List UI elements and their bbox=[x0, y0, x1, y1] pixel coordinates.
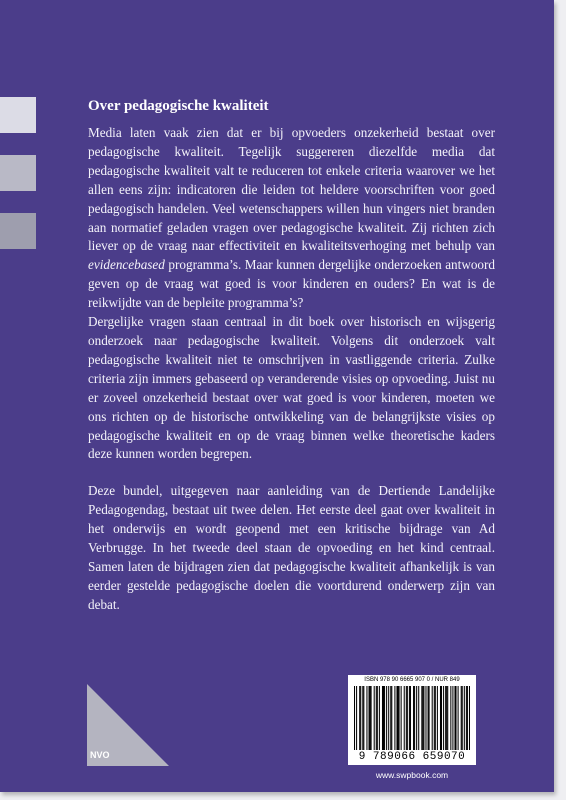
barcode-bar bbox=[456, 686, 457, 750]
barcode-bar bbox=[379, 686, 380, 750]
barcode-bar bbox=[391, 686, 392, 750]
barcode-bar bbox=[454, 686, 455, 750]
barcode-bar bbox=[382, 686, 383, 750]
barcode-bar bbox=[464, 686, 465, 750]
barcode-bar bbox=[407, 686, 408, 750]
nvo-logo-text: NVO bbox=[90, 750, 110, 760]
blurb-paragraph-3: Deze bundel, uitgegeven naar aanleiding van de Dertiende Landelijke Pedagogendag, bestaat uit twee delen. Het eerste deel gaat over kwaliteit in het onderwijs en wordt geopend met een kritische bijdrage van Ad Verbrugge. In het tweede deel staan de opvoeding en het kind centraal. Samen laten de bijdragen zien dat pedagogische kwaliteit afhankelijk is van eerder gestelde pedagogische doelen die voortdurend onderwerp zijn van debat. bbox=[88, 483, 495, 612]
barcode-number: 9 789066 659070 bbox=[358, 751, 466, 763]
barcode-bar bbox=[466, 686, 467, 750]
barcode-bar bbox=[410, 686, 411, 750]
barcode-bar bbox=[461, 686, 462, 750]
barcode-bar bbox=[394, 686, 395, 750]
barcode-bar bbox=[370, 686, 371, 750]
barcode-bar bbox=[443, 686, 444, 750]
barcode-bar bbox=[447, 686, 448, 750]
barcode-bar bbox=[425, 686, 426, 750]
barcode-bar bbox=[363, 686, 364, 750]
barcode-bar bbox=[450, 686, 451, 750]
barcode-bar bbox=[383, 686, 384, 750]
barcode-bar bbox=[399, 686, 400, 750]
barcode-bar bbox=[421, 686, 422, 750]
barcode-bar bbox=[423, 686, 424, 750]
barcode-bar bbox=[446, 686, 447, 750]
cover-heading: Over pedagogische kwaliteit bbox=[88, 98, 269, 114]
barcode-bar bbox=[369, 686, 370, 750]
barcode-bar bbox=[390, 686, 391, 750]
barcode-bar bbox=[362, 686, 363, 750]
barcode-bar bbox=[452, 686, 453, 750]
barcode-bar bbox=[404, 686, 405, 750]
barcode-bar bbox=[428, 686, 429, 750]
barcode-bar bbox=[384, 686, 385, 750]
barcode-bar bbox=[413, 686, 414, 750]
barcode-bar bbox=[376, 686, 377, 750]
barcode-bar bbox=[445, 686, 446, 750]
barcode-bar bbox=[429, 686, 430, 750]
barcode-bar bbox=[418, 686, 419, 750]
barcode-bar bbox=[437, 686, 438, 750]
barcode-bar bbox=[416, 686, 417, 750]
isbn-line: ISBN 978 90 6665 907 0 / NUR 849 bbox=[364, 677, 460, 683]
barcode-bar bbox=[406, 686, 407, 750]
publisher-website: www.swpbook.com bbox=[375, 770, 449, 780]
barcode-bar bbox=[388, 686, 389, 750]
barcode-bar bbox=[354, 686, 355, 750]
barcode-bar bbox=[396, 686, 397, 750]
paragraph-1-start: Media laten vaak zien dat er bij opvoeders onzekerheid bestaat over pedagogische kwaliteit. Tegelijk suggereren diezelfde media dat pedagogische kwaliteit valt te reduceren tot enkele criteria waarover we het allen eens zijn: indicatoren die leiden tot heldere voorschriften voor goed pedagogisch handelen. Veel wetenschappers willen hun vingers niet branden aan normatief geladen vragen over pedagogische kwaliteit. Zij richten zich liever op de vraag naar effectiviteit en kwaliteitsverhoging met behulp van bbox=[88, 125, 495, 254]
decorative-square-light bbox=[0, 97, 36, 133]
blurb-paragraph-2: Dergelijke vragen staan centraal in dit boek over historisch en wijsgerig onderzoek naar pedagogische kwaliteit. Volgens dit onderzoek valt pedagogische kwaliteit niet te omschrijven in vastliggende criteria. Zulke criteria zijn immers gebaseerd op veranderende visies op opvoeding. Juist nu er zoveel onzekerheid bestaat over wat goed is voor kinderen, moeten we ons richten op de historische ontwikkeling van de belangrijkste visies op pedagogische kwaliteit en op de vraag binnen welke theoretische kaders deze kunnen worden begrepen. bbox=[88, 314, 495, 462]
barcode-bar bbox=[467, 686, 468, 750]
blurb-paragraph-1 bbox=[88, 124, 495, 313]
barcode-bar bbox=[440, 686, 441, 750]
barcode-bar bbox=[469, 686, 470, 750]
decorative-square-dark bbox=[0, 213, 36, 249]
decorative-square-medium bbox=[0, 155, 36, 191]
barcode-bar bbox=[371, 686, 372, 750]
barcode-bar bbox=[359, 686, 360, 750]
barcode-bar bbox=[414, 686, 415, 750]
barcode-bar bbox=[377, 686, 378, 750]
barcode-bar bbox=[422, 686, 423, 750]
barcode-bar bbox=[401, 686, 402, 750]
barcode-bar bbox=[398, 686, 399, 750]
barcode-bar bbox=[386, 686, 387, 750]
paragraph-1-italic-term: evidencebased bbox=[88, 257, 165, 273]
barcode-bar bbox=[441, 686, 442, 750]
barcode-bar bbox=[434, 686, 435, 750]
barcode-bar bbox=[366, 686, 367, 750]
barcode-bar bbox=[432, 686, 433, 750]
blurb-text bbox=[88, 124, 495, 615]
paragraph-1-end: programma’s. Maar kunnen dergelijke onderzoeken antwoord geven op de vraag wat goed is voor kinderen en ouders? En wat is de reikwijdte van de bepleite programma’s? bbox=[88, 257, 496, 311]
barcode-bar bbox=[462, 686, 463, 750]
isbn-barcode bbox=[348, 675, 476, 765]
barcode-bar bbox=[356, 686, 357, 750]
barcode-bars bbox=[354, 686, 470, 750]
barcode-bar bbox=[435, 686, 436, 750]
barcode-bar bbox=[360, 686, 361, 750]
barcode-bar bbox=[409, 686, 410, 750]
barcode-bar bbox=[374, 686, 375, 750]
barcode-bar bbox=[458, 686, 459, 750]
